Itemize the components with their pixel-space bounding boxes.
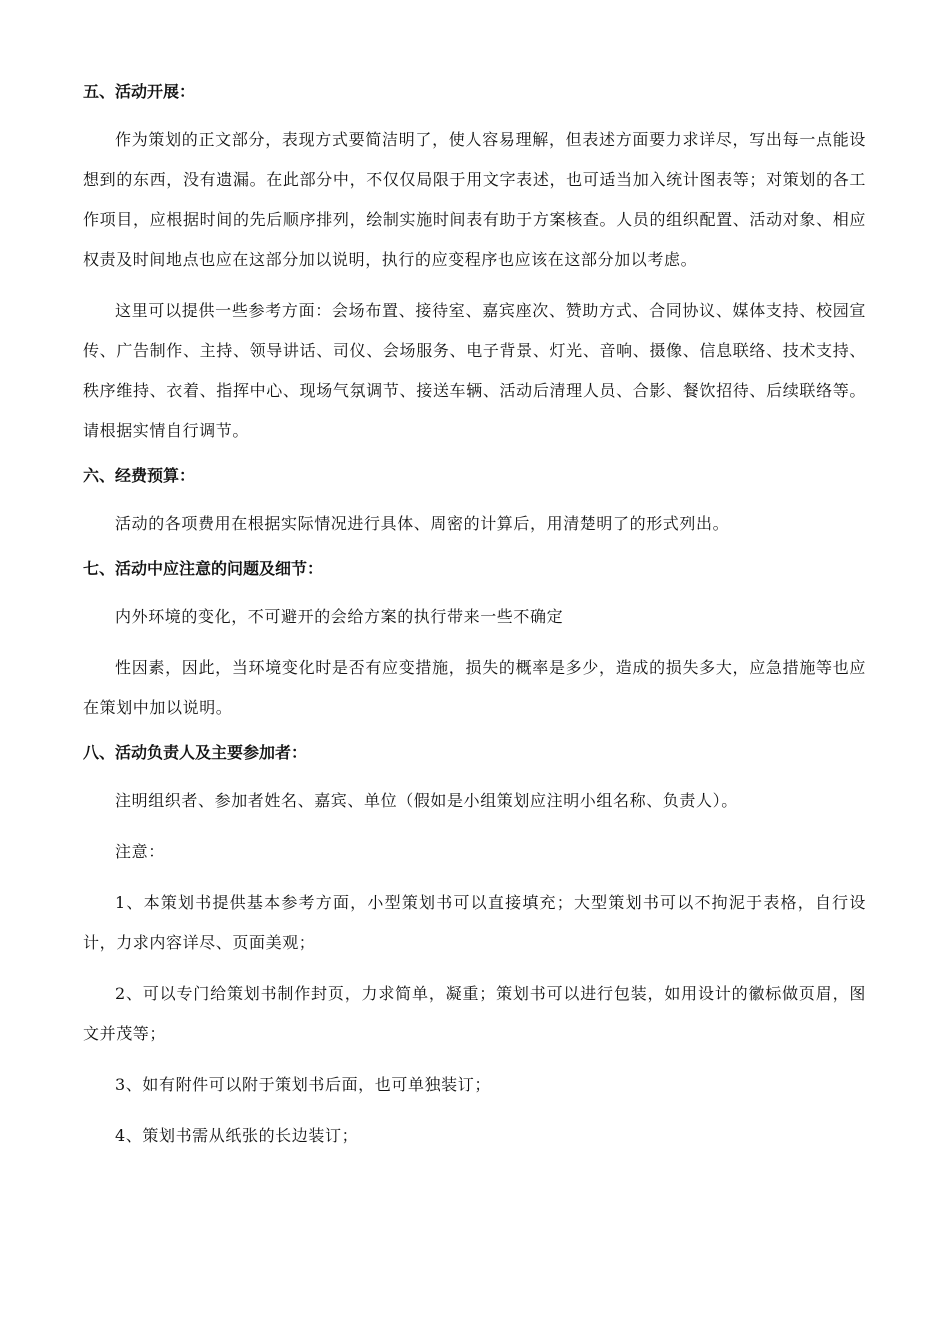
section-heading: 八、活动负责人及主要参加者：: [83, 743, 308, 762]
paragraph: 2、可以专门给策划书制作封页，力求简单，凝重；策划书可以进行包装，如用设计的徽标做页眉，图文并茂等；: [83, 984, 866, 1043]
section-participants: [83, 739, 866, 1156]
paragraph: 活动的各项费用在根据实际情况进行具体、周密的计算后，用清楚明了的形式列出。: [115, 514, 730, 533]
paragraph: 作为策划的正文部分，表现方式要简洁明了，使人容易理解，但表述方面要力求详尽，写出每一点能设想到的东西，没有遗漏。在此部分中，不仅仅局限于用文字表述，也可适当加入统计图表等；对策划的各工作项目，应根据时间的先后顺序排列，绘制实施时间表有助于方案核查。人员的组织配置、活动对象、相应权责及时间地点也应在这部分加以说明，执行的应变程序也应该在这部分加以考虑。: [83, 130, 866, 269]
section-heading: 六、经费预算：: [83, 466, 196, 485]
paragraph: 这里可以提供一些参考方面：会场布置、接待室、嘉宾座次、赞助方式、合同协议、媒体支持、校园宣传、广告制作、主持、领导讲话、司仪、会场服务、电子背景、灯光、音响、摄像、信息联络、技术支持、秩序维持、衣着、指挥中心、现场气氛调节、接送车辆、活动后清理人员、合影、餐饮招待、后续联络等。请根据实情自行调节。: [83, 301, 866, 440]
section-heading: 七、活动中应注意的问题及细节：: [83, 559, 324, 578]
paragraph: 1、本策划书提供基本参考方面，小型策划书可以直接填充；大型策划书可以不拘泥于表格，自行设计，力求内容详尽、页面美观；: [83, 893, 866, 952]
paragraph: 注意：: [115, 842, 165, 861]
paragraph: 性因素，因此，当环境变化时是否有应变措施，损失的概率是多少，造成的损失多大，应急措施等也应在策划中加以说明。: [83, 658, 866, 717]
paragraph: 4、策划书需从纸张的长边装订；: [115, 1126, 359, 1145]
section-heading: 五、活动开展：: [83, 82, 196, 101]
section-activity-development: [83, 78, 866, 451]
paragraph: 注明组织者、参加者姓名、嘉宾、单位（假如是小组策划应注明小组名称、负责人）。: [115, 791, 738, 810]
paragraph: 3、如有附件可以附于策划书后面，也可单独装订；: [115, 1075, 491, 1094]
section-budget: [83, 462, 866, 544]
paragraph: 内外环境的变化，不可避开的会给方案的执行带来一些不确定: [115, 607, 564, 626]
document-page: [83, 78, 866, 1167]
section-notes-details: [83, 555, 866, 728]
